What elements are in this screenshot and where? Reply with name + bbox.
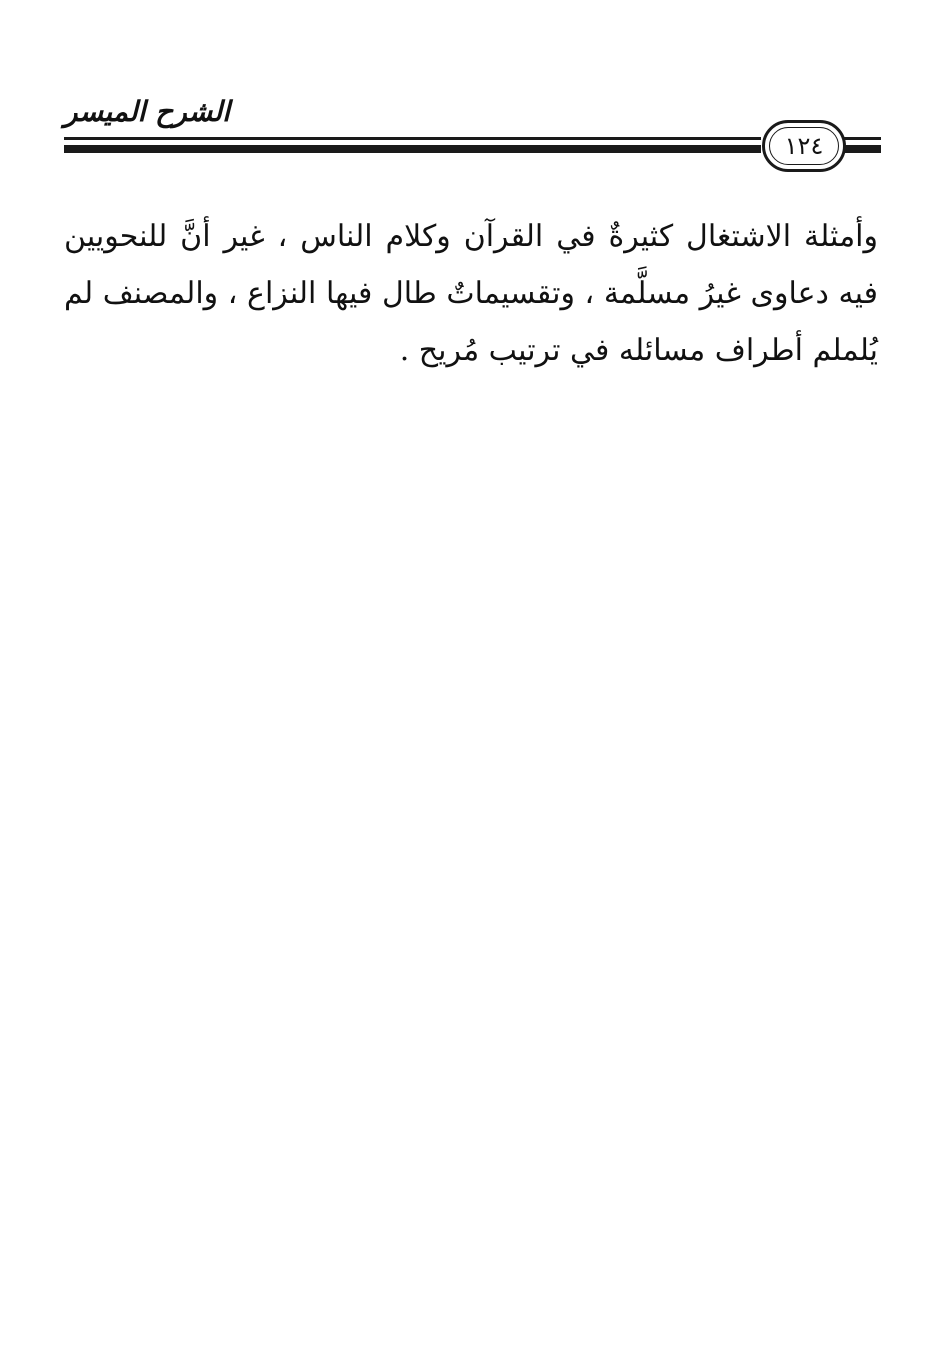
header-rule-right-top bbox=[843, 137, 881, 140]
header-rule-right-bottom bbox=[843, 145, 881, 153]
running-title: الشرح الميسر bbox=[64, 95, 230, 128]
header-rule-bottom bbox=[64, 145, 761, 153]
body-paragraph: وأمثلة الاشتغال كثيرةٌ في القرآن وكلام الناس ، غير أنَّ للنحويين فيه دعاوى غيرُ مسلَّمة ، وتقسيماتٌ طال فيها النزاع ، والمصنف لم يُلملم أطراف مسائله في ترتيب مُريح . bbox=[64, 219, 878, 368]
page-number: ١٢٤ bbox=[784, 132, 824, 160]
header-rule-top bbox=[64, 137, 761, 140]
page-number-badge bbox=[762, 120, 846, 172]
